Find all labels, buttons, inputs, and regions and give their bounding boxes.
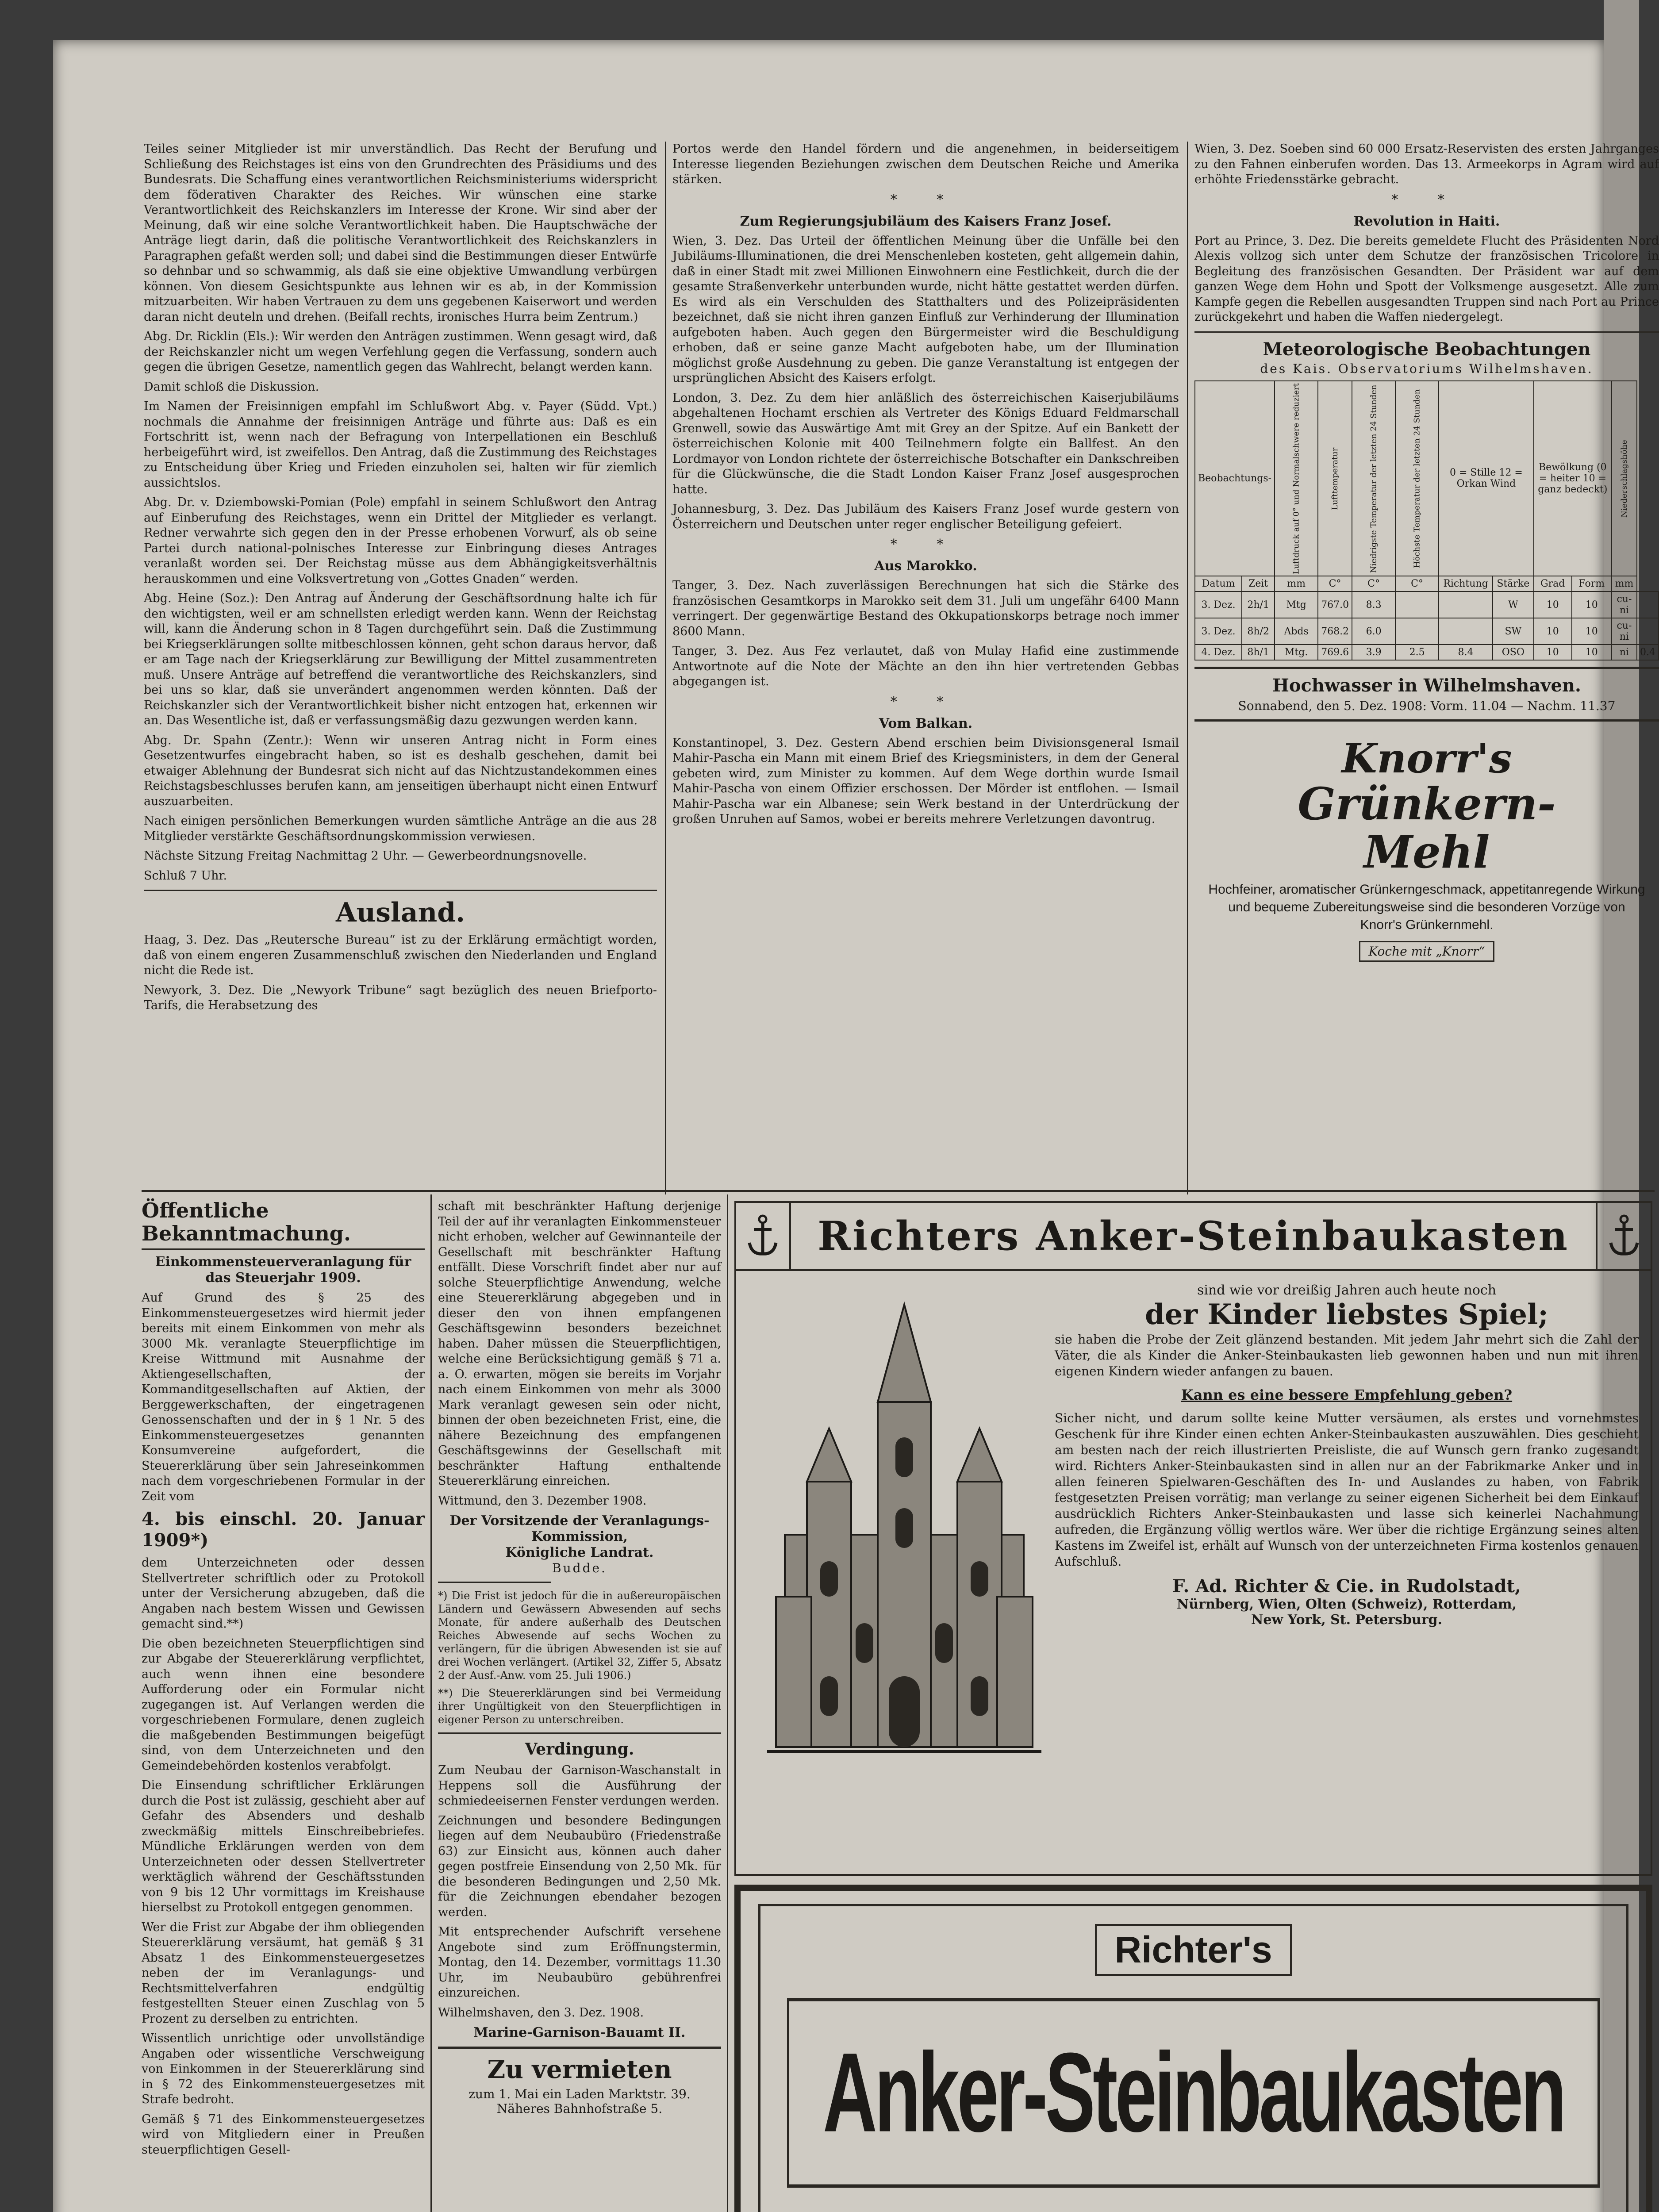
bekanntmachung-paragraph: Wissentlich unrichtige oder unvollständige Angaben oder wissentliche Verschweigung von Einkommen in der Steuererklärung sind in § 72 des Einkommensteuergesetzes mit Strafe bedroht.: [142, 2032, 425, 2106]
met-header-cell: 0 = Stille 12 = Orkan Wind: [1439, 381, 1534, 576]
separator-stars: * *: [1391, 192, 1462, 207]
richter-cities1: Nürnberg, Wien, Olten (Schweiz), Rotterdam,: [1176, 1597, 1517, 1612]
met-header-cell: Höchste Temperatur der letzten 24 Stunden: [1395, 381, 1439, 576]
wien-paragraph: Wien, 3. Dez. Soeben sind 60 000 Ersatz-Reservisten des ersten Jahrganges zu den Fahnen einberufen worden. Das 13. Armeekorps in Agram wird auf erhöhte Friedensstärke gebracht.: [1194, 142, 1659, 186]
reichstag-paragraph: Teiles seiner Mitglieder ist mir unverständlich. Das Recht der Berufung und Schließung des Reichstages ist eins von den Grundrechten des Präsidiums und des Bundesrats. Die Schaffung eines verantwortlichen Reichsministeriums widerspricht dem föderativen Charakter des Reiches. Wir wünschen eine starke Verantwortlichkeit des Reichskanzlers im Interesse der Krone. Wir sind aber der Meinung, daß wir eine solche Verantwortlichkeit haben. Die Hauptschwäche der Anträge liegt darin, daß die politische Verantwortlichkeit des Reichskanzlers in Paragraphen gefaßt werden soll; und dabei sind die Bestimmungen dieser Entwürfe so dehnbar und so schwammig, als daß sie eine objektive Umwandlung verbürgen können. Von diesem Gesichtspunkte aus lehnen wir es ab, in der Kommission mitzuarbeiten. Wir haben Vertrauen zu dem uns gegebenen Kaiserwort und werden daran nicht deuteln und drehen. (Beifall rechts, ironisches Hurra beim Zentrum.): [144, 142, 657, 324]
knorr-product-line1: Grünkern-: [1298, 778, 1556, 830]
reichstag-paragraph: Abg. Heine (Soz.): Den Antrag auf Änderung der Geschäftsordnung halte ich für den wichtigsten, weil er am schnellsten erledigt werden kann. Wenn der Reichstag will, kann die Änderung schon in 8 Tagen durchgeführt sein. Daß die Zustimmung bei Kriegserklärungen sollte mitbeschlossen können, geht schon daraus hervor, daß er am Tage nach der Kriegserklärung zur Bewilligung der Mittel zusammentreten muß. Unsere Anträge auf betreffend die verantwortliche des Reichskanzlers, sind bei uns so klar, daß sie unverändert angenommen werden könnten. Daß der Reichskanzler sich der Verantwortlichkeit bisher nicht entzogen hat, erkennen wir an. Das Wesentliche ist, daß er verfassungsmäßig dazu gezwungen werden kann.: [144, 591, 657, 727]
column-divider: [430, 1194, 432, 2212]
jubilaeum-paragraph: Johannesburg, 3. Dez. Das Jubiläum des Kaisers Franz Josef wurde gestern von Österreichern und Deutschen unter reger englischer Beteiligung gefeiert.: [672, 502, 1179, 531]
column-divider: [727, 1194, 728, 2212]
met-subheader-cell: C°: [1318, 576, 1352, 591]
met-cell: 8.4: [1439, 645, 1493, 660]
verdingung-heading: Verdingung.: [525, 1740, 634, 1759]
met-cell: 6.0: [1352, 618, 1395, 645]
richter-advertisement: [734, 1201, 1652, 1876]
met-cell: Abds: [1275, 618, 1318, 645]
separator-stars: * *: [890, 694, 961, 710]
met-header-cell: Beobachtungs-: [1195, 381, 1275, 576]
reichstag-paragraph: Abg. Dr. Spahn (Zentr.): Wenn wir unseren Antrag nicht in Form eines Gesetzentwurfes eingebracht haben, so ist es deshalb geschehen, damit bei etwaiger Ablehnung der Bundesrat sich nicht auf das Nichtzustandekommen eines Reichstagsbeschlusses berufen kann, am jenseitigen überhaupt nicht einen Entwurf auszuarbeiten.: [144, 733, 657, 808]
met-cell: SW: [1493, 618, 1534, 645]
bekanntmachung-paragraph: Gemäß § 71 des Einkommensteuergesetzes wird von Mitgliedern einer in Preußen steuerpflichtigen Gesell-: [142, 2112, 425, 2157]
met-row: [1195, 591, 1659, 618]
section-rule: [144, 890, 657, 891]
column-right: [1194, 142, 1659, 1194]
met-subheader-cell: Form: [1572, 576, 1612, 591]
haiti-paragraph: Port au Prince, 3. Dez. Die bereits gemeldete Flucht des Präsidenten Nord Alexis vollzog sich unter dem Schutze der französischen Tricolore in Begleitung des französischen Gesandten. Der Präsident war auf dem ganzen Wege dem Hohn und Spott der Volksmenge ausgesetzt. Alle zum Kampfe gegen die Rebellen ausgesandten Truppen sind nach Port au Prince zurückgekehrt und haben die Waffen niedergelegt.: [1194, 234, 1659, 324]
met-cell: [1395, 591, 1439, 618]
richter-poster-big: Anker-Steinbaukasten: [787, 1998, 1600, 2188]
met-cell: 767.0: [1318, 591, 1352, 618]
met-header-cell: Niederschlagshöhe: [1612, 381, 1637, 576]
met-cell: 8.3: [1352, 591, 1395, 618]
met-header-cell: Bewölkung (0 = heiter 10 = ganz bedeckt): [1534, 381, 1612, 576]
reichstag-paragraph: Nächste Sitzung Freitag Nachmittag 2 Uhr. — Gewerbeordnungsnovelle.: [144, 849, 587, 863]
haiti-heading: Revolution in Haiti.: [1353, 213, 1500, 229]
met-row: [1195, 645, 1659, 660]
column-reichstag: [144, 142, 657, 1190]
richter-poster-top: [760, 1924, 1626, 1976]
reichstag-paragraph: Schluß 7 Uhr.: [144, 868, 227, 883]
met-cell: 10: [1572, 591, 1612, 618]
separator-stars: * *: [890, 537, 961, 552]
met-cell: cu-ni: [1612, 618, 1637, 645]
signature-committee: Der Vorsitzende der Veranlagungs-Kommission,: [449, 1513, 710, 1544]
footnote: *) Die Frist ist jedoch für die in außereuropäischen Ländern und Gewässern Abwesenden auf sechs Monate, für andere außerhalb des Deutschen Reiches Abwesende auf sechs Wochen zu verlängern, für die übrigen Abwesenden ist sie auf drei Wochen verlängert. (Artikel 32, Ziffer 5, Absatz 2 der Ausf.-Anw. vom 25. Juli 1906.): [438, 1590, 721, 1682]
marokko-paragraph: Tanger, 3. Dez. Aus Fez verlautet, daß von Mulay Hafid eine zustimmende Antwortnote auf die Note der Mächte an den ihn hier vertretenden Gebbas abgegangen ist.: [672, 644, 1179, 688]
anchor-icon: [1596, 1203, 1651, 1269]
met-cell: 2h/1: [1242, 591, 1275, 618]
met-row: [1195, 618, 1659, 645]
verdingung-paragraph: Zeichnungen und besondere Bedingungen liegen auf dem Neubaubüro (Friedenstraße 63) zur Einsicht aus, können auch daher gegen postfreie Einsendung von 2,50 Mk. für die besonderen Bedingungen und 2,50 Mk. für die Zeichnungen ebendaher bezogen werden.: [438, 1813, 721, 1919]
met-cell: 769.6: [1318, 645, 1352, 660]
castle-illustration: [767, 1287, 1041, 1774]
marokko-paragraph: Tanger, 3. Dez. Nach zuverlässigen Berechnungen hat sich die Stärke des französischen Gesamtkorps in Marokko seit dem 31. Juli um ungefähr 6400 Mann verringert. Der gegenwärtige Bestand des Okkupationskorps betrage noch immer 8600 Mann.: [672, 579, 1179, 638]
bekanntmachung-paragraph: Wer die Frist zur Abgabe der ihm obliegenden Steuererklärung versäumt, hat gemäß § 31 Absatz 1 des Einkommensteuergesetzes neben der im Veranlagungs- und Rechtsmittelverfahren endgültig festgestellten Steuer einen Zuschlag von 5 Prozent zu derselben zu entrichten.: [142, 1920, 425, 2026]
meteorology-table: [1194, 380, 1659, 661]
met-cell: 4. Dez.: [1195, 645, 1242, 660]
met-subtitle: des Kais. Observatoriums Wilhelmshaven.: [1260, 361, 1594, 376]
met-cell: [1637, 591, 1659, 618]
ausland-paragraph: Newyork, 3. Dez. Die „Newyork Tribune“ sagt bezüglich des neuen Briefporto-Tarifs, die Herabsetzung des: [144, 983, 657, 1012]
met-cell: Mtg.: [1275, 645, 1318, 660]
richter-line1: sind wie vor dreißig Jahren auch heute noch: [1197, 1283, 1497, 1298]
richter-ad-header: [736, 1203, 1651, 1271]
knorr-product-line2: Mehl: [1363, 826, 1490, 879]
bekanntmachung-paragraph: Auf Grund des § 25 des Einkommensteuergesetzes wird hiermit jeder bereits mit einem Einkommen von mehr als 3000 Mk. veranlagte Steuerpflichtige im Kreise Wittmund mit Ausnahme der Aktiengesellschaften, der Kommanditgesellschaften auf Aktien, der Berggewerkschaften, der eingetragenen Genossenschaften und der in § 1 Nr. 5 des Einkommensteuergesetzes genannten Konsumvereine aufgefordert, die Steuererklärung über sein Jahreseinkommen nach dem vorgeschriebenen Formular in der Zeit vom: [142, 1291, 425, 1503]
met-cell: OSO: [1493, 645, 1534, 660]
richter-cities2: New York, St. Petersburg.: [1251, 1612, 1442, 1628]
intro-paragraph: Portos werde den Handel fördern und die angenehmen, in beiderseitigem Interesse liegenden Beziehungen zwischen dem Deutschen Reiche und Amerika stärken.: [672, 142, 1179, 186]
met-cell: 10: [1534, 591, 1572, 618]
met-title: Meteorologische Beobachtungen: [1263, 338, 1591, 360]
met-cell: [1439, 618, 1493, 645]
reichstag-paragraph: Damit schloß die Diskussion.: [144, 380, 319, 394]
knorr-slogan: Koche mit „Knorr“: [1359, 941, 1494, 962]
richter-poster-label: Richter's: [1095, 1924, 1291, 1976]
bekanntmachung-paragraph: Die oben bezeichneten Steuerpflichtigen sind zur Abgabe der Steuererklärung verpflichtet, auch wenn ihnen eine besondere Aufforderung oder ein Formular nicht zugegangen ist. Auf Verlangen werden die vorgeschriebenen Formulare, denen zugleich die maßgebenden Bestimmungen beigefügt sind, von dem Unterzeichneten und den Gemeindebehörden kostenlos verabfolgt.: [142, 1636, 425, 1773]
met-cell: 10: [1534, 618, 1572, 645]
section-rule: [438, 2047, 721, 2049]
met-cell: [1439, 591, 1493, 618]
richter-question: Kann es eine bessere Empfehlung geben?: [1181, 1386, 1513, 1403]
met-cell: 2.5: [1395, 645, 1439, 660]
richter-body: Sicher nicht, und darum sollte keine Mutter versäumen, als erstes und vornehmstes Geschenk für ihre Kinder einen echten Anker-Steinbaukasten auszuwählen. Dies geschieht am besten nach der reich illustrierten Preisliste, die auf Wunsch gern franko zugesandt wird. Richters Anker-Steinbaukasten sind in allen nur an der Fabrikmarke Anker und in allen feineren Spielwaren-Geschäften des In- und Auslandes zu haben, von Fabrik festgesetzten Preisen vorrätig; man verlange zu seiner eigenen Sicherheit bei dem Einkauf ausdrücklich Richters Anker-Steinbaukasten und lasse sich keinerlei Nachahmung aufreden, die Ergänzung völlig wertlos wäre. Wer über die richtige Ergänzung seines alten Kastens im Zweifel ist, erhält auf Wunsch von der unterzeichneten Firma kostenlos genauen Aufschluß.: [1055, 1411, 1639, 1569]
signature-name: Budde.: [552, 1561, 607, 1575]
reichstag-paragraph: Abg. Dr. Ricklin (Els.): Wir werden den Anträgen zustimmen. Wenn gesagt wird, daß der Reichskanzler nicht um wegen Verfehlung gegen die Verfassung, sondern auch gegen die übrigen Gesetze, namentlich gegen das Wahlrecht, belangt werden kann.: [144, 330, 657, 374]
bekanntmachung-title: Öffentliche Bekanntmachung.: [142, 1199, 425, 1250]
met-cell: ni: [1612, 645, 1637, 660]
vermieten-heading: Zu vermieten: [487, 2055, 672, 2084]
balkan-heading: Vom Balkan.: [879, 715, 973, 731]
vermieten-line2: Näheres Bahnhofstraße 5.: [496, 2101, 663, 2116]
met-subheader-cell: Stärke: [1493, 576, 1534, 591]
richter-poster-inner: [758, 1904, 1628, 2212]
met-cell: 0.4: [1637, 645, 1659, 660]
separator-stars: * *: [890, 192, 961, 207]
ausland-heading: Ausland.: [335, 897, 465, 928]
met-header-cell: Luftdruck auf 0° und Normalschwere reduziert: [1275, 381, 1318, 576]
jubilaeum-paragraph: Wien, 3. Dez. Das Urteil der öffentlichen Meinung über die Unfälle bei den Jubiläums-Illuminationen, die drei Menschenleben kosteten, geht allgemein dahin, daß in einer Stadt mit zwei Millionen Einwohnern eine Festlichkeit, durch die der gesamte Straßenverkehr unterbunden wurde, nicht hätte gestattet werden dürfen. Es wird als ein Verschulden des Statthalters und des Polizeipräsidenten bezeichnet, daß sie nicht ihren ganzen Einfluß zur Verhinderung der Illumination aufgeboten haben. Auch gegen den Bürgermeister wird die Beschuldigung erhoben, daß er seine ganze Macht aufgeboten habe, um der Illumination möglichst große Ausdehnung zu geben. Die ganze Veranstaltung ist entgegen der ursprünglichen Absicht des Kaisers erfolgt.: [672, 234, 1179, 385]
richter-ad-title: Richters Anker-Steinbaukasten: [818, 1213, 1569, 1260]
jubilaeum-heading: Zum Regierungsjubiläum des Kaisers Franz Josef.: [740, 213, 1112, 229]
richter-firm: F. Ad. Richter & Cie. in Rudolstadt,: [1172, 1576, 1521, 1597]
reichstag-paragraph: Abg. Dr. v. Dziembowski-Pomian (Pole) empfahl in seinem Schlußwort den Antrag auf Einberufung des Reichstages, wenn ein Drittel der Mitglieder es verlangt. Redner verwahrte sich gegen den in der Presse erhobenen Vorwurf, als ob seine Partei durch national-polnisches Interesse zur Einbringung dieses Antrages veranlaßt worden sei. Der Reichstag müsse aus dem Abhängigkeitsverhältnis herauskommen und eine Volksvertretung von „Gottes Gnaden“ werden.: [144, 495, 657, 586]
met-cell: Mtg: [1275, 591, 1318, 618]
bekanntmachung-subtitle: Einkommensteuerveranlagung für das Steuerjahr 1909.: [155, 1254, 411, 1286]
column-divider: [665, 142, 666, 1194]
notices-column: [438, 1199, 721, 2212]
footnote: **) Die Steuererklärungen sind bei Vermeidung ihrer Ungültigkeit von den Steuerpflichtigen in eigener Person zu unterschreiben.: [438, 1687, 721, 1726]
horizontal-divider: [142, 1190, 1655, 1192]
verdingung-signature: Marine-Garnison-Bauamt II.: [473, 2025, 686, 2040]
reichstag-paragraph: Im Namen der Freisinnigen empfahl im Schlußwort Abg. v. Payer (Südd. Vpt.) nochmals die Annahme der freisinnigen Anträge und führte aus: Daß es ein Fortschritt ist, wenn nach der Befragung von Interpellationen ein Beschluß herbeigeführt wird, ist zweifellos. Den Antrag, daß die Zustimmung des Reichstages zu Entscheidung über Krieg und Frieden einzuholen sei, halten wir für ziemlich aussichtslos.: [144, 399, 657, 490]
met-subheader-cell: C°: [1395, 576, 1439, 591]
met-cell: W: [1493, 591, 1534, 618]
met-cell: 8h/2: [1242, 618, 1275, 645]
met-cell: 10: [1572, 618, 1612, 645]
bekanntmachung-paragraph: 4. bis einschl. 20. Januar 1909*): [142, 1509, 425, 1551]
met-cell: 3.9: [1352, 645, 1395, 660]
met-cell: cu-ni: [1612, 591, 1637, 618]
section-rule: [1194, 667, 1659, 669]
knorr-brand: Knorr's: [1341, 734, 1512, 783]
met-cell: [1395, 618, 1439, 645]
met-cell: 3. Dez.: [1195, 591, 1242, 618]
richter-line3: sie haben die Probe der Zeit glänzend bestanden. Mit jedem Jahr mehrt sich die Zahl der Väter, die als Kinder die Anker-Steinbaukasten lieb gewonnen haben und nun mit ihren eigenen Kindern wieder anfangen zu bauen.: [1055, 1332, 1639, 1379]
met-header-cell: Niedrigste Temperatur der letzten 24 Stunden: [1352, 381, 1395, 576]
bekanntmachung-paragraph: Die Einsendung schriftlicher Erklärungen durch die Post ist zulässig, geschieht aber auf Gefahr des Absenders und deshalb zweckmäßig mittels Einschreibebriefes. Mündliche Erklärungen werden von dem Unterzeichneten oder dessen Stellvertreter werktäglich während der Geschäftsstunden von 9 bis 12 Uhr vormittags im Kreishause hierselbst zu Protokoll entgegen genommen.: [142, 1778, 425, 1914]
column-divider: [1187, 142, 1188, 1194]
met-cell: 10: [1534, 645, 1572, 660]
balkan-paragraph: Konstantinopel, 3. Dez. Gestern Abend erschien beim Divisionsgeneral Ismail Mahir-Pascha ein Mann mit einem Brief des Kriegsministers, in dem der General gebeten wird, zum Minister zu kommen. Auf dem Wege dorthin wurde Ismail Mahir-Pascha von einem Offizier erschossen. Der Mörder ist entflohen. — Ismail Mahir-Pascha war ein Albanese; sein Werk bestand in der Unterdrückung der großen Unruhen auf Samos, wobei er bereits mehrere Verletzungen davontrug.: [672, 736, 1179, 826]
bekanntmachung-column: [142, 1199, 425, 2212]
marokko-heading: Aus Marokko.: [874, 558, 977, 574]
hochwasser-times: Sonnabend, den 5. Dez. 1908: Vorm. 11.04 — Nachm. 11.37: [1238, 699, 1616, 714]
verdingung-paragraph: Wilhelmshaven, den 3. Dez. 1908.: [438, 2005, 644, 2020]
hochwasser-heading: Hochwasser in Wilhelmshaven.: [1272, 675, 1581, 696]
met-subheader-cell: mm: [1612, 576, 1637, 591]
footnote-rule: [438, 1582, 551, 1583]
met-header-cell: Lufttemperatur: [1318, 381, 1352, 576]
met-cell: 10: [1572, 645, 1612, 660]
bekanntmachung-paragraph: Wittmund, den 3. Dezember 1908.: [438, 1494, 647, 1508]
bekanntmachung-paragraph: schaft mit beschränkter Haftung derjenige Teil der auf ihr veranlagten Einkommensteuer nicht erhoben, welcher auf Gewinnanteile der Gesellschaft mit beschränkter Haftung entfällt. Diese Vorschrift findet aber nur auf solche Steuerpflichtige Anwendung, welche eine Steuererklärung abgegeben und in dieser den von ihnen empfangenen Geschäftsgewinn besonders bezeichnet haben. Daher müssen die Steuerpflichtigen, welche eine Berücksichtigung gemäß § 71 a. a. O. erwarten, mögen sie bereits im Vorjahr nach einem Einkommen von mehr als 3000 Mark veranlagt gewesen sein oder nicht, binnen der oben bezeichneten Frist, eine, die nähere Bezeichnung des empfangenen Geschäftsgewinns der Gesellschaft mit beschränkter Haftung enthaltende Steuererklärung einreichen.: [438, 1199, 721, 1488]
section-rule: [438, 1732, 721, 1734]
ausland-paragraph: Haag, 3. Dez. Das „Reutersche Bureau“ ist zu der Erklärung ermächtigt worden, daß von einem engeren Zusammenschluß zwischen den Niederlanden und England nicht die Rede ist.: [144, 933, 657, 977]
verdingung-paragraph: Zum Neubau der Garnison-Waschanstalt in Heppens soll die Ausführung der schmiedeeisernen Fenster verdungen werden.: [438, 1763, 721, 1808]
met-cell: 768.2: [1318, 618, 1352, 645]
richter-line2: der Kinder liebstes Spiel;: [1144, 1298, 1549, 1331]
reichstag-paragraph: Nach einigen persönlichen Bemerkungen wurden sämtliche Anträge an die aus 28 Mitglieder verstärkte Geschäftsordnungskommission verwiesen.: [144, 814, 657, 843]
met-subheader-cell: Richtung: [1439, 576, 1493, 591]
knorr-advertisement: [1194, 728, 1659, 962]
knorr-description: Hochfeiner, aromatischer Grünkerngeschmack, appetitanregende Wirkung und bequeme Zubereitungsweise sind die besonderen Vorzüge von Knorr's Grünkernmehl.: [1208, 882, 1645, 933]
richter-ad-text: [1055, 1283, 1639, 1628]
met-cell: 8h/1: [1242, 645, 1275, 660]
section-rule: [1194, 331, 1659, 333]
column-news: [672, 142, 1179, 1194]
jubilaeum-paragraph: London, 3. Dez. Zu dem hier anläßlich des österreichischen Kaiserjubiläums abgehaltenen Hochamt erschien als Vertreter des Königs Eduard Feldmarschall Grenwell, sowie das Auswärtige Amt mit Grey an der Spitze. Auf ein Bankett der österreichischen Kolonie mit 400 Teilnehmern folgte ein Ballfest. An den Lordmayor von London richtete der österreichische Botschafter ein Dankschreiben für die Glückwünsche, die die Stadt London Kaiser Franz Josef ausgesprochen hatte.: [672, 391, 1179, 496]
met-subheader-cell: C°: [1352, 576, 1395, 591]
met-cell: [1637, 618, 1659, 645]
signature-office: Königliche Landrat.: [505, 1545, 654, 1560]
section-rule: [1194, 719, 1659, 722]
bekanntmachung-paragraph: dem Unterzeichneten oder dessen Stellvertreter schriftlich oder zu Protokoll unter der Versicherung abzugeben, daß die Angaben nach bestem Wissen und Gewissen gemacht sind.**): [142, 1556, 425, 1631]
richter-poster: [734, 1885, 1652, 2212]
met-cell: 3. Dez.: [1195, 618, 1242, 645]
vermieten-line1: zum 1. Mai ein Laden Marktstr. 39.: [469, 2087, 691, 2101]
met-subheader-cell: Datum: [1195, 576, 1242, 591]
anchor-icon: [736, 1203, 791, 1269]
met-subheader-cell: Zeit: [1242, 576, 1275, 591]
met-subheader-cell: mm: [1275, 576, 1318, 591]
newspaper-page: [53, 40, 1659, 2212]
met-subheader-cell: Grad: [1534, 576, 1572, 591]
verdingung-paragraph: Mit entsprechender Aufschrift versehene Angebote sind zum Eröffnungstermin, Montag, den 14. Dezember, vormittags 11.30 Uhr, im Neubaubüro gebührenfrei einzureichen.: [438, 1925, 721, 2000]
